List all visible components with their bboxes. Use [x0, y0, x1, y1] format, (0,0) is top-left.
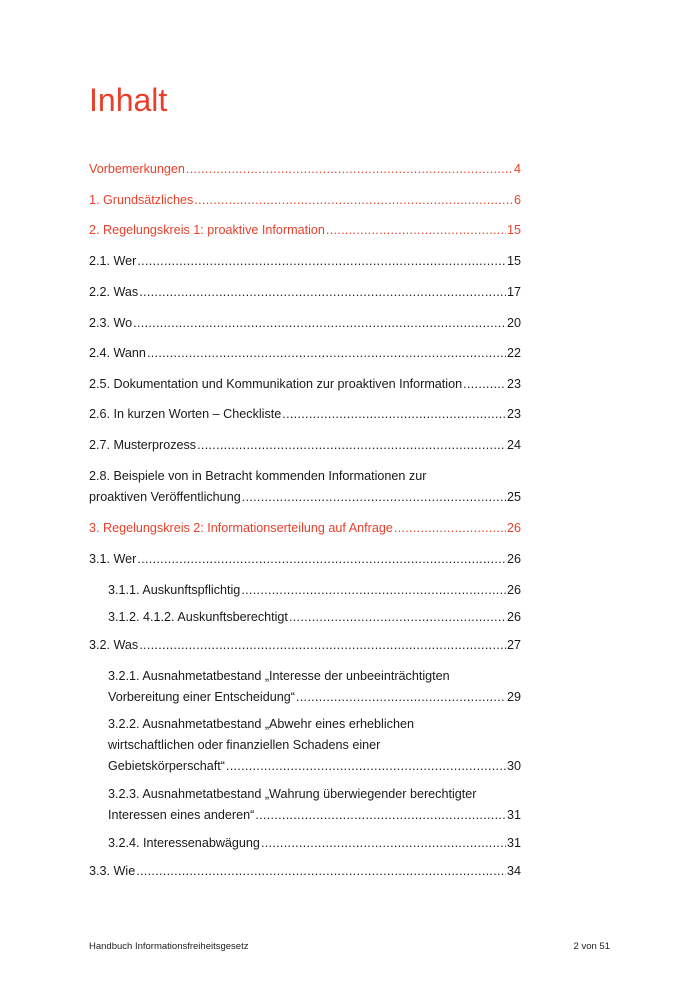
footer-page-number: 2 von 51	[573, 941, 610, 952]
toc-entry-3-1-1[interactable]	[108, 580, 521, 601]
toc-leader-dots	[261, 833, 506, 854]
toc-entry-vorbemerkungen[interactable]	[89, 159, 521, 180]
toc-leader-dots	[147, 343, 506, 364]
toc-leader-dots	[394, 518, 506, 539]
toc-entry-title-line: 2.8. Beispiele von in Betracht kommenden Informationen zur	[89, 469, 427, 483]
toc-entry-3-2-4[interactable]	[108, 833, 521, 854]
toc-entry-title-line: 3.2.3. Ausnahmetatbestand „Wahrung überwiegender berechtigter	[108, 787, 477, 801]
toc-leader-dots	[326, 220, 506, 241]
toc-leader-dots	[139, 635, 506, 656]
toc-entry-page: 29	[506, 690, 521, 704]
toc-entry-page: 26	[506, 610, 521, 624]
toc-entry-page: 30	[506, 759, 521, 773]
toc-entry-3-2[interactable]	[89, 635, 521, 656]
toc-entry-2-4[interactable]	[89, 343, 521, 364]
toc-entry-regelungskreis-1[interactable]	[89, 220, 521, 241]
toc-entry-page: 22	[506, 346, 521, 360]
toc-entry-title: 3.2. Was	[89, 638, 139, 652]
toc-entry-page: 26	[506, 552, 521, 566]
toc-entry-page: 24	[506, 438, 521, 452]
toc-entry-title: 2.6. In kurzen Worten – Checkliste	[89, 407, 282, 421]
toc-entry-2-5[interactable]	[89, 374, 521, 395]
toc-entry-3-3[interactable]	[89, 861, 521, 882]
toc-entry-title: 2.2. Was	[89, 285, 139, 299]
toc-entry-title: 3.2.4. Interessenabwägung	[108, 836, 260, 850]
toc-entry-title: Vorbereitung einer Entscheidung“	[108, 690, 295, 704]
toc-entry-page: 15	[506, 223, 521, 237]
toc-entry-title: 2. Regelungskreis 1: proaktive Information	[89, 223, 325, 237]
toc-leader-dots	[137, 549, 506, 570]
toc-leader-dots	[133, 313, 506, 334]
toc-leader-dots	[194, 190, 513, 211]
toc-entry-2-6[interactable]	[89, 404, 521, 425]
toc-entry-page: 23	[506, 377, 521, 391]
toc-entry-2-3[interactable]	[89, 313, 521, 334]
toc-entry-title-line: 3.2.1. Ausnahmetatbestand „Interesse der unbeeinträchtigten	[108, 669, 450, 683]
toc-entry-title: 2.7. Musterprozess	[89, 438, 197, 452]
toc-leader-dots	[137, 251, 506, 272]
toc-leader-dots	[242, 487, 506, 508]
page-footer	[89, 941, 610, 952]
toc-entry-3-2-3[interactable]	[108, 784, 521, 826]
toc-entry-3-2-1[interactable]	[108, 666, 521, 708]
toc-entry-page: 15	[506, 254, 521, 268]
toc-leader-dots	[136, 861, 506, 882]
toc-leader-dots	[463, 374, 506, 395]
toc-entry-2-2[interactable]	[89, 282, 521, 303]
toc-entry-3-2-2[interactable]	[108, 714, 521, 777]
page-heading: Inhalt	[89, 82, 168, 118]
toc-entry-title: 3.1.2. 4.1.2. Auskunftsberechtigt	[108, 610, 288, 624]
toc-entry-title: Vorbemerkungen	[89, 162, 185, 176]
toc-entry-2-1[interactable]	[89, 251, 521, 272]
toc-entry-title: 3.3. Wie	[89, 864, 136, 878]
toc-entry-title: 3.1. Wer	[89, 552, 137, 566]
toc-entry-page: 31	[506, 836, 521, 850]
toc-entry-page: 31	[506, 808, 521, 822]
toc-entry-title: 3. Regelungskreis 2: Informationserteilung auf Anfrage	[89, 521, 393, 535]
toc-entry-title: 2.4. Wann	[89, 346, 146, 360]
toc-entry-page: 26	[506, 521, 521, 535]
toc-leader-dots	[241, 580, 506, 601]
toc-entry-title: 1. Grundsätzliches	[89, 193, 194, 207]
toc-entry-page: 20	[506, 316, 521, 330]
toc-entry-title: Gebietskörperschaft“	[108, 759, 225, 773]
toc-leader-dots	[289, 607, 506, 628]
footer-document-title: Handbuch Informationsfreiheitsgesetz	[89, 941, 249, 952]
toc-leader-dots	[255, 805, 506, 826]
toc-leader-dots	[282, 404, 506, 425]
toc-entry-title: proaktiven Veröffentlichung	[89, 490, 241, 504]
toc-entry-title-line: 3.2.2. Ausnahmetatbestand „Abwehr eines erheblichen	[108, 717, 414, 731]
toc-entry-page: 4	[513, 162, 521, 176]
toc-leader-dots	[197, 435, 506, 456]
toc-entry-title-line: wirtschaftlichen oder finanziellen Schadens einer	[108, 738, 381, 752]
toc-entry-page: 6	[513, 193, 521, 207]
toc-entry-regelungskreis-2[interactable]	[89, 518, 521, 539]
toc-entry-page: 34	[506, 864, 521, 878]
toc-entry-page: 17	[506, 285, 521, 299]
toc-leader-dots	[139, 282, 506, 303]
toc-entry-grundsaetzliches[interactable]	[89, 190, 521, 211]
toc-entry-title: 2.1. Wer	[89, 254, 137, 268]
toc-entry-title: 2.5. Dokumentation und Kommunikation zur proaktiven Information	[89, 377, 463, 391]
toc-entry-title: 3.1.1. Auskunftspflichtig	[108, 583, 241, 597]
toc-entry-3-1[interactable]	[89, 549, 521, 570]
toc-entry-2-7[interactable]	[89, 435, 521, 456]
toc-entry-page: 23	[506, 407, 521, 421]
toc-leader-dots	[296, 687, 506, 708]
toc-entry-3-1-2[interactable]	[108, 607, 521, 628]
toc-leader-dots	[186, 159, 513, 180]
toc-entry-page: 26	[506, 583, 521, 597]
toc-entry-page: 27	[506, 638, 521, 652]
toc-entry-title: Interessen eines anderen“	[108, 808, 255, 822]
toc-leader-dots	[226, 756, 506, 777]
toc-entry-page: 25	[506, 490, 521, 504]
toc-entry-title: 2.3. Wo	[89, 316, 133, 330]
toc-entry-2-8[interactable]	[89, 466, 521, 508]
